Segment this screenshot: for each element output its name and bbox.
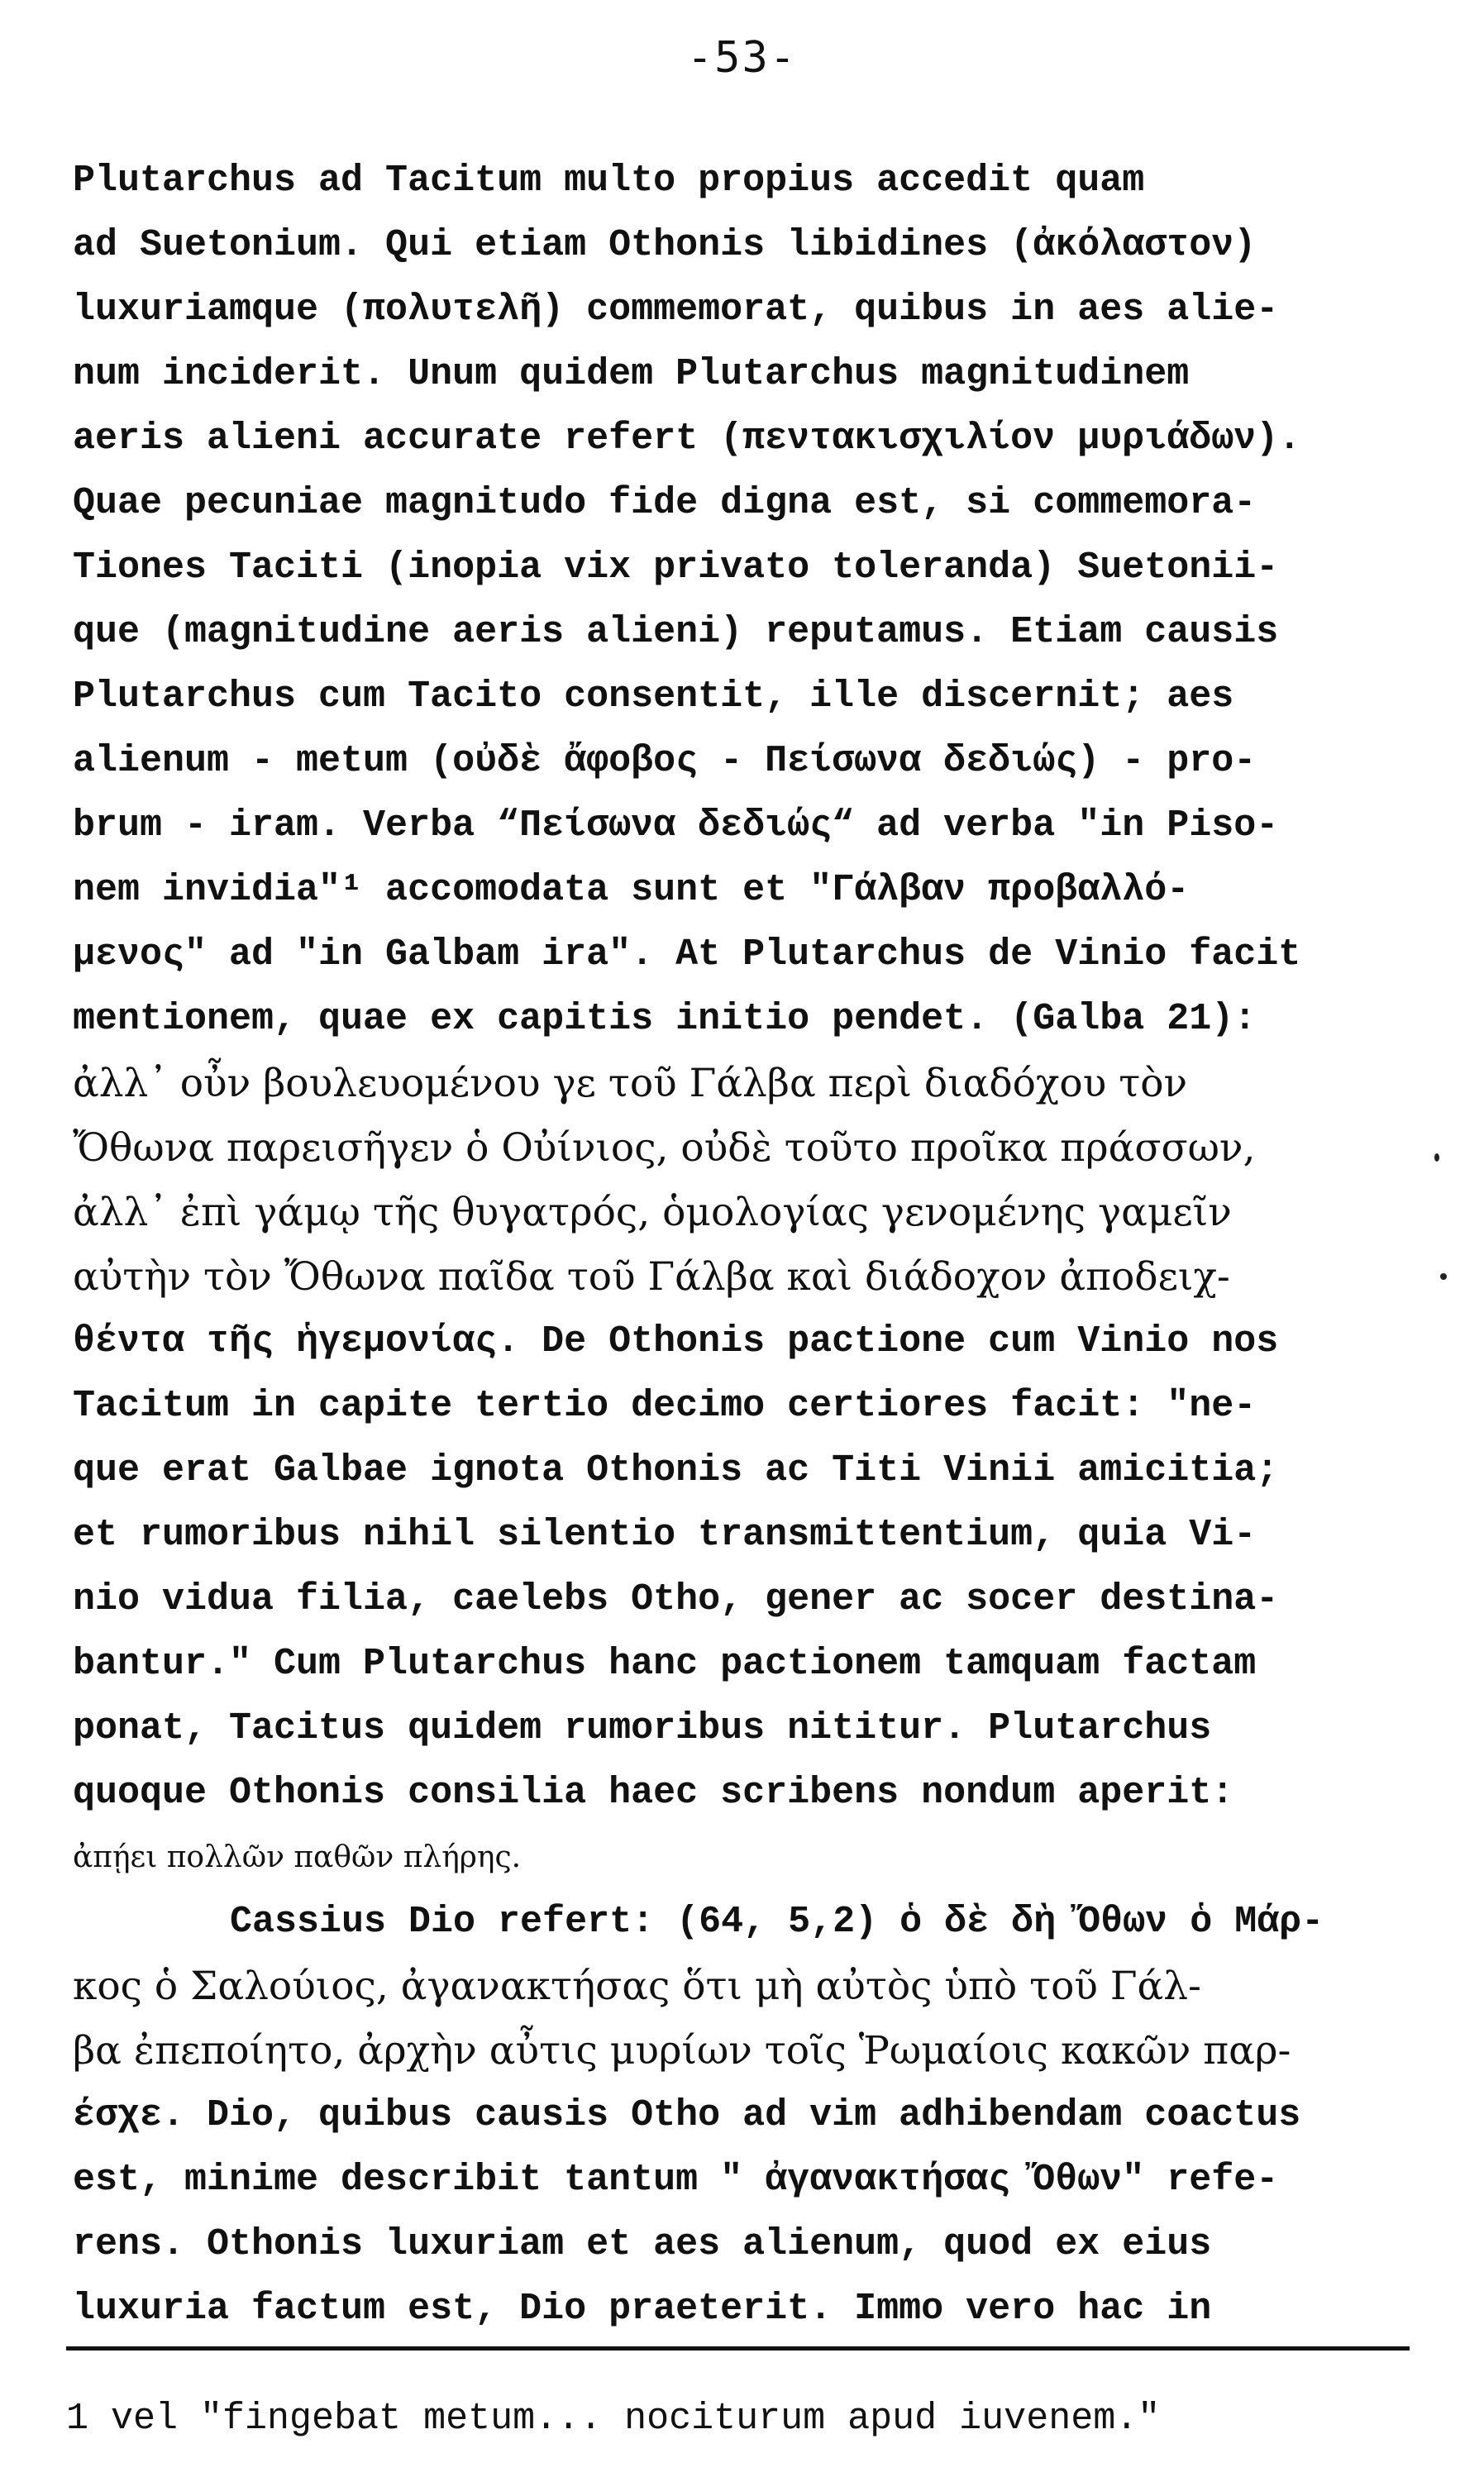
text-line: nem invidia"¹ accomodata sunt et "Γάλβαν προβαλλό- (73, 869, 1190, 911)
scan-speck (1434, 1153, 1439, 1162)
greek-quote-line: βα ἐπεποίητο, ἀρχὴν αὖτις μυρίων τοῖς Ῥωμαίοις κακῶν παρ- (73, 2028, 1291, 2074)
text-line: rens. Othonis luxuriam et aes alienum, quod ex eius (73, 2223, 1212, 2265)
text-line: Plutarchus ad Tacitum multo propius accedit quam (73, 160, 1145, 202)
text-line: Tacitum in capite tertio decimo certiores facit: "ne- (73, 1385, 1257, 1427)
scan-speck (1440, 1273, 1447, 1280)
text-line: Plutarchus cum Tacito consentit, ille discernit; aes (73, 675, 1234, 718)
text-line: et rumoribus nihil silentio transmittentium, quia Vi- (73, 1514, 1257, 1556)
greek-quote-line: αὐτὴν τὸν Ὄθωνα παῖδα τοῦ Γάλβα καὶ διάδοχον ἀποδειχ- (73, 1254, 1230, 1300)
paragraph-start-line: Cassius Dio refert: (64, 5,2) ὁ δὲ δὴ Ὄθων ὁ Μάρ- (230, 1901, 1324, 1943)
greek-quote-line: ἀπῄει πολλῶν παθῶν πλήρης. (73, 1840, 522, 1874)
text-line: mentionem, quae ex capitis initio pendet. (Galba 21): (73, 998, 1257, 1040)
footnote: 1 vel "fingebat metum... nociturum apud iuvenem." (66, 2398, 1161, 2440)
footnote-divider (66, 2346, 1410, 2351)
greek-quote-line: ἀλλ᾽ ἐπὶ γάμῳ τῆς θυγατρός, ὁμολογίας γενομένης γαμεῖν (73, 1190, 1232, 1235)
text-line: est, minime describit tantum " ἀγανακτήσας Ὄθων" refe- (73, 2159, 1279, 2201)
text-line: bantur." Cum Plutarchus hanc pactionem tamquam factam (73, 1643, 1257, 1685)
text-line: brum - iram. Verba “Πείσωνα δεδιώς“ ad verba "in Piso- (73, 804, 1279, 847)
text-line: έσχε. Dio, quibus causis Otho ad vim adhibendam coactus (73, 2094, 1301, 2136)
text-line: luxuriamque (πολυτελῆ) commemorat, quibus in aes alie- (73, 289, 1279, 331)
text-line: alienum - metum (οὐδὲ ἄφοβος - Πείσωνα δεδιώς) - pro- (73, 740, 1257, 782)
text-line: nio vidua filia, caelebs Otho, gener ac socer destina- (73, 1578, 1279, 1620)
text-line: μενος" ad "in Galbam ira". At Plutarchus de Vinio facit (73, 933, 1301, 976)
text-line: θέντα τῆς ἡγεμονίας. De Othonis pactione cum Vinio nos (73, 1320, 1279, 1363)
greek-quote-line: ἀλλ᾽ οὖν βουλευομένου γε τοῦ Γάλβα περὶ διαδόχου τὸν (73, 1061, 1188, 1106)
text-line: Tiones Taciti (inopia vix privato toleranda) Suetonii- (73, 546, 1279, 589)
body-text (73, 149, 1412, 2341)
text-line: ponat, Tacitus quidem rumoribus nititur. Plutarchus (73, 1707, 1212, 1749)
text-line: ad Suetonium. Qui etiam Othonis libidines (ἀκόλαστον) (73, 224, 1257, 266)
greek-quote-line: κος ὁ Σαλούιος, ἀγανακτήσας ὅτι μὴ αὐτὸς ὑπὸ τοῦ Γάλ- (73, 1964, 1201, 2009)
text-line: que erat Galbae ignota Othonis ac Titi Vinii amicitia; (73, 1449, 1279, 1491)
text-line: aeris alieni accurate refert (πεντακισχιλίον μυριάδων). (73, 418, 1301, 460)
text-line: luxuria factum est, Dio praeterit. Immo vero hac in (73, 2288, 1212, 2330)
page-number: -53- (686, 33, 798, 83)
text-line: que (magnitudine aeris alieni) reputamus. Etiam causis (73, 611, 1279, 653)
text-line: quoque Othonis consilia haec scribens nondum aperit: (73, 1772, 1234, 1814)
greek-quote-line: Ὄθωνα παρεισῆγεν ὁ Οὐίνιος, οὐδὲ τοῦτο προῖκα πράσσων, (73, 1125, 1256, 1171)
text-line: num inciderit. Unum quidem Plutarchus magnitudinem (73, 353, 1190, 395)
text-line: Quae pecuniae magnitudo fide digna est, si commemora- (73, 482, 1257, 524)
